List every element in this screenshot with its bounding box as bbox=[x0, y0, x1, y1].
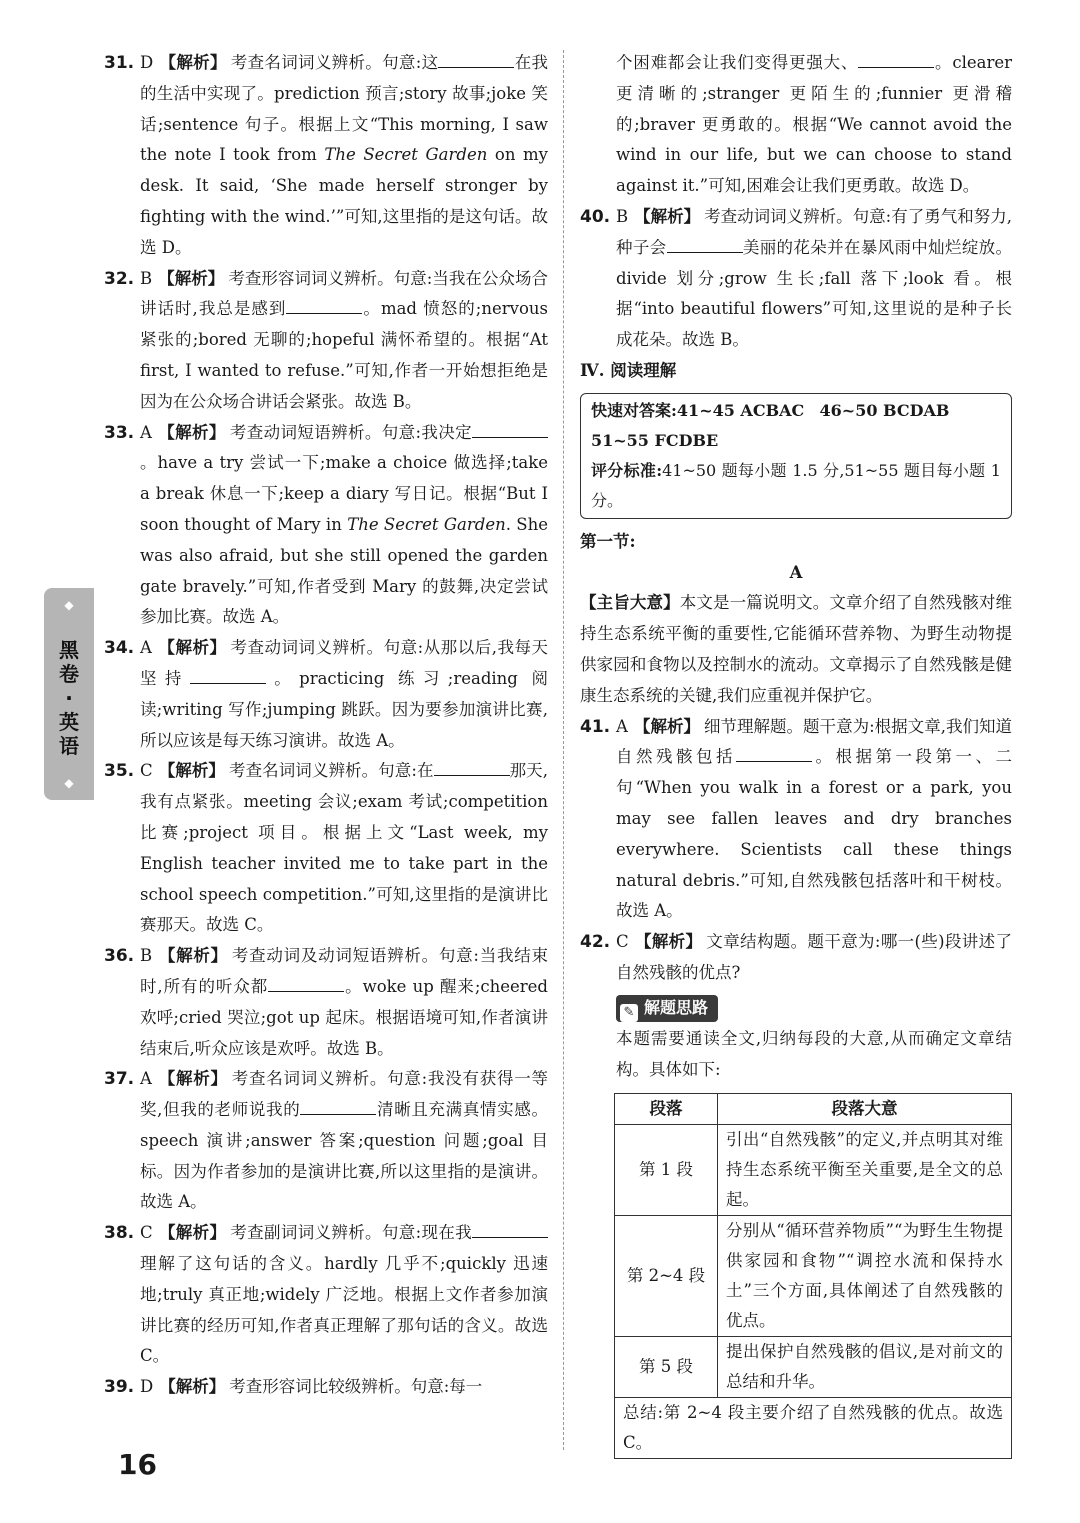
main-idea bbox=[580, 588, 1012, 711]
quick-key-label: 快速对答案: bbox=[591, 400, 677, 420]
question-number: 31. bbox=[104, 53, 135, 73]
answer-letter: D bbox=[140, 53, 154, 72]
column-divider bbox=[563, 50, 564, 1450]
table-cell-paragraph: 第 5 段 bbox=[615, 1337, 718, 1398]
answer-letter: A bbox=[140, 422, 152, 442]
section-one-heading: 第一节: bbox=[580, 531, 636, 551]
table-conclusion-row bbox=[615, 1398, 1012, 1459]
key-range-2: 46~50 BCDAB bbox=[819, 400, 950, 420]
question-number: 36. bbox=[104, 946, 135, 967]
side-tab-label: 黑卷·英语 bbox=[59, 638, 79, 758]
answer-item: 35. C 【解析】 考查名词词义辨析。句意:在 那天,我有点紧张。meeting 会议;exam 考试;competition 比赛;project 项目。根据上文“Last week, my English teacher invited me to take part in the school speech competition.”可知,这里指的是演讲比赛那天。故选 C。 bbox=[104, 756, 548, 941]
answer-letter: D bbox=[140, 1377, 154, 1397]
answer-blank bbox=[434, 759, 510, 776]
answer-blank bbox=[472, 421, 548, 438]
answer-blank bbox=[858, 51, 934, 68]
answer-item: 36. B 【解析】 考查动词及动词短语辨析。句意:当我结束时,所有的听众都 。woke up 醒来;cheered 欢呼;cried 哭泣;got up 起床。根据语境可知,作者演讲结束后,听众应该是欢呼。故选 B。 bbox=[104, 941, 548, 1064]
answer-39-continued: 个困难都会让我们变得更强大、 。clearer 更清晰的;stranger 更陌生的;funnier 更滑稽的;braver 更勇敢的。根据“We cannot avoid the wind in our life, but we can choose to stand against it.”可知,困难会让我们更勇敢。故选 D。 bbox=[616, 53, 1012, 196]
answer-item: 37. A 【解析】 考查名词词义辨析。句意:我没有获得一等奖,但我的老师说我的 清晰且充满真情实感。speech 演讲;answer 答案;question 问题;goal 目标。因为作者参加的是演讲比赛,所以这里指的是演讲。故选 A。 bbox=[104, 1064, 548, 1218]
answer-item: 42. C 【解析】 文章结构题。题干意为:哪一(些)段讲述了自然残骸的优点? bbox=[580, 927, 1012, 989]
answer-item: 38. C 【解析】 考查副词词义辨析。句意:现在我理解了这句话的含义。hardly 几乎不;quickly 迅速地;truly 真正地;widely 广泛地。根据上文作者参加演讲比赛的经历可知,作者真正理解了那句话的含义。故选 C。 bbox=[104, 1218, 548, 1372]
question-number: 34. bbox=[104, 638, 135, 659]
page-number: 16 bbox=[118, 1448, 157, 1481]
table-cell-summary: 分别从“循环营养物质”“为野生生物提供家园和食物”“调控水流和保持水土”三个方面,具体阐述了自然残骸的优点。 bbox=[718, 1216, 1012, 1337]
analysis-tag: 【解析】 bbox=[157, 1069, 228, 1089]
answer-item: 34. A 【解析】 考查动词词义辨析。句意:从那以后,我每天坚持 。practicing 练习;reading 阅读;writing 写作;jumping 跳跃。因为要参加演讲比赛,所以应该是每天练习演讲。故选 A。 bbox=[104, 633, 548, 756]
answer-letter: B bbox=[140, 946, 153, 966]
table-cell-paragraph: 第 1 段 bbox=[615, 1125, 718, 1216]
answer-item: 31. D 【解析】 考查名词词义辨析。句意:这 在我的生活中实现了。prediction 预言;story 故事;joke 笑话;sentence 句子。根据上文“This morning, I saw the note I took from The Secret Garden on my desk. It said, ‘She made herself stronger by fighting with the wind.’”可知,这里指的是这句话。故选 D。 bbox=[104, 48, 548, 264]
answer-blank bbox=[286, 297, 362, 314]
answer-blank bbox=[300, 1098, 376, 1115]
analysis-tag: 【解析】 bbox=[634, 206, 701, 226]
table-header-row bbox=[615, 1094, 1012, 1125]
analysis-tag: 【解析】 bbox=[158, 1223, 227, 1243]
answer-item: 39. D 【解析】 考查形容词比较级辨析。句意:每一 bbox=[104, 1372, 548, 1403]
score-text: 41~50 题每小题 1.5 分,51~55 题目每小题 1 分。 bbox=[591, 460, 1001, 510]
question-number: 35. bbox=[104, 761, 135, 782]
analysis-tag: 【解析】 bbox=[157, 422, 226, 442]
quick-answer-box bbox=[580, 393, 1012, 519]
analysis-tag: 【解析】 bbox=[159, 53, 227, 72]
section-heading: Ⅳ. 阅读理解 bbox=[580, 360, 677, 380]
answer-item: 40. B 【解析】 考查动词词义辨析。句意:有了勇气和努力,种子会 美丽的花朵并在暴风雨中灿烂绽放。divide 划分;grow 生长;fall 落下;look 看。根据“into beautiful flowers”可知,这里说的是种子长成花朵。故选 B。 bbox=[580, 202, 1012, 356]
solution-approach-text: 本题需要通读全文,归纳每段的大意,从而确定文章结构。具体如下: bbox=[616, 1028, 1012, 1079]
answer-letter: B bbox=[140, 268, 153, 288]
analysis-tag: 【解析】 bbox=[158, 268, 225, 288]
key-range-3: 51~55 FCDBE bbox=[591, 430, 719, 450]
table-cell-summary: 提出保护自然残骸的倡议,是对前文的总结和升华。 bbox=[718, 1337, 1012, 1398]
answer-item: 33. A 【解析】 考查动词短语辨析。句意:我决定。have a try 尝试一下;make a choice 做选择;take a break 休息一下;keep a diary 写日记。根据“But I soon thought of Mary in The Secret Garden. She was also afraid, but she still opened the garden gate bravely.”可知,作者受到 Mary 的鼓舞,决定尝试参加比赛。故选 A。 bbox=[104, 418, 548, 634]
question-number: 37. bbox=[104, 1069, 135, 1090]
book-title: The Secret Garden bbox=[324, 145, 488, 165]
pencil-icon: ✎ bbox=[620, 1004, 638, 1022]
table-conclusion: 总结:第 2~4 段主要介绍了自然残骸的优点。故选 C。 bbox=[615, 1398, 1012, 1459]
right-column bbox=[580, 48, 1012, 1459]
table-row bbox=[615, 1216, 1012, 1337]
question-number: 38. bbox=[104, 1223, 135, 1244]
table-cell-paragraph: 第 2~4 段 bbox=[615, 1216, 718, 1337]
key-range-1: 41~45 ACBAC bbox=[676, 400, 805, 420]
question-number: 42. bbox=[580, 932, 611, 953]
answer-item: 41. A 【解析】 细节理解题。题干意为:根据文章,我们知道自然残骸包括 。根据第一段第一、二句“When you walk in a forest or a park, you may see fallen leaves and dry branches everywhere. Scientists call these things natural debris.”可知,自然残骸包括落叶和干树枝。故选 A。 bbox=[580, 712, 1012, 928]
question-number: 41. bbox=[580, 716, 611, 737]
answer-item: 32. B 【解析】 考查形容词词义辨析。句意:当我在公众场合讲话时,我总是感到 。mad 愤怒的;nervous 紧张的;bored 无聊的;hopeful 满怀希望的。根据“At first, I wanted to refuse.”可知,作者一开始想拒绝是因为在公众场合讲话会紧张。故选 B。 bbox=[104, 264, 548, 418]
solution-approach-label: 解题思路 bbox=[644, 997, 709, 1017]
answer-blank bbox=[472, 1221, 548, 1238]
analysis-tag: 【解析】 bbox=[633, 716, 700, 736]
table-header: 段落 bbox=[615, 1094, 718, 1125]
answer-letter: C bbox=[140, 761, 153, 781]
left-column bbox=[104, 48, 548, 1403]
question-number: 39. bbox=[104, 1377, 135, 1398]
analysis-tag: 【解析】 bbox=[159, 1377, 226, 1397]
answer-blank bbox=[736, 745, 812, 762]
answer-blank bbox=[438, 51, 514, 68]
main-idea-tag: 【主旨大意】 bbox=[580, 593, 680, 613]
table-header: 段落大意 bbox=[718, 1094, 1012, 1125]
table-row bbox=[615, 1125, 1012, 1216]
passage-letter: A bbox=[789, 562, 803, 582]
table-cell-summary: 引出“自然残骸”的定义,并点明其对维持生态系统平衡至关重要,是全文的总起。 bbox=[718, 1125, 1012, 1216]
answer-blank bbox=[190, 667, 266, 684]
analysis-tag: 【解析】 bbox=[158, 761, 225, 781]
book-title: The Secret Garden bbox=[347, 514, 506, 534]
star-icon: ◆ bbox=[64, 776, 74, 790]
solution-approach-badge bbox=[616, 995, 718, 1022]
table-row bbox=[615, 1337, 1012, 1398]
question-number: 33. bbox=[104, 422, 135, 443]
answer-letter: A bbox=[140, 638, 152, 658]
answer-letter: C bbox=[140, 1223, 153, 1243]
answer-blank bbox=[268, 975, 344, 992]
question-number: 32. bbox=[104, 268, 135, 289]
analysis-tag: 【解析】 bbox=[157, 638, 227, 658]
answer-letter: B bbox=[616, 206, 629, 226]
score-label: 评分标准: bbox=[591, 460, 663, 480]
paragraph-structure-table bbox=[614, 1093, 1012, 1459]
answer-letter: C bbox=[616, 932, 629, 952]
analysis-tag: 【解析】 bbox=[634, 932, 703, 952]
answer-blank bbox=[667, 236, 743, 253]
answer-letter: A bbox=[616, 716, 628, 736]
side-tab bbox=[44, 588, 94, 800]
star-icon: ◆ bbox=[64, 598, 74, 612]
analysis-tag: 【解析】 bbox=[158, 946, 228, 966]
answer-letter: A bbox=[140, 1069, 152, 1089]
question-number: 40. bbox=[580, 206, 611, 227]
main-idea-text: 本文是一篇说明文。文章介绍了自然残骸对维持生态系统平衡的重要性,它能循环营养物、为野生动物提供家园和食物以及控制水的流动。文章揭示了自然残骸是健康生态系统的关键,我们应重视并保护它。 bbox=[580, 593, 1013, 705]
